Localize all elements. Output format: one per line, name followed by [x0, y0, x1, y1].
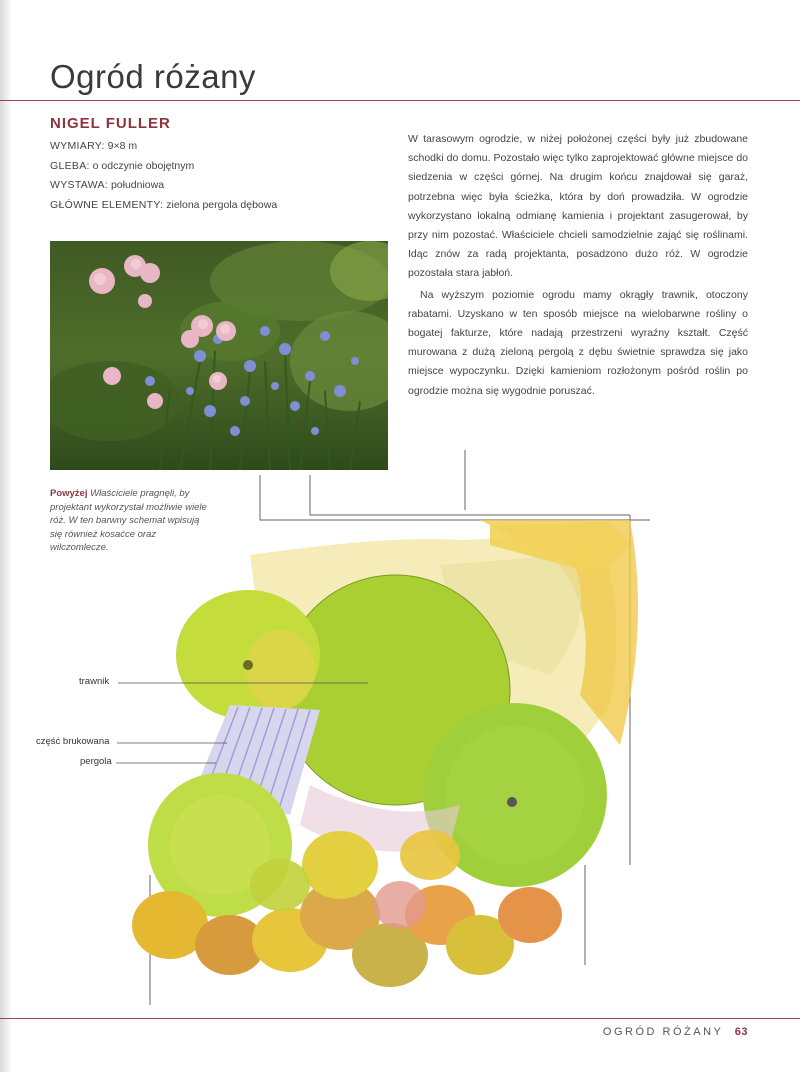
spec-exposure	[50, 176, 350, 196]
label-pergola: pergola	[80, 756, 112, 767]
garden-photo	[50, 241, 388, 470]
label-lawn: trawnik	[79, 676, 110, 687]
leader-line-paved	[117, 742, 227, 744]
spec-key: WYSTAWA:	[50, 179, 109, 191]
garden-plan-drawing	[130, 445, 770, 1035]
running-title: OGRÓD RÓŻANY	[602, 1026, 724, 1038]
spec-key: WYMIARY:	[50, 140, 105, 152]
spec-main-elements	[50, 196, 350, 216]
leader-line-lawn	[118, 682, 368, 684]
paragraph-2: Na wyższym poziomie ogrodu mamy okrągły trawnik, otoczony rabatami. Uzyskano w ten sposób miejsce na wielobarwne rośliny o bogatej fakturze, które nadają przestrzeni wyraźny kształt. Część murowana z dużą zieloną pergolą z dębu świetnie sprawdza się jako miejsce wypoczynku. Dzięki kamieniom rozłożonym pośród roślin po ogrodzie można się wygodnie poruszać.	[408, 288, 748, 397]
rose-iris-photo-illustration	[50, 241, 388, 470]
footer-rule	[0, 1018, 800, 1019]
title-rule	[0, 100, 800, 101]
spec-value: 9×8 m	[107, 140, 138, 152]
spec-value: południowa	[110, 179, 165, 191]
article-body	[408, 130, 748, 401]
page-footer	[603, 1026, 748, 1038]
spec-dimensions	[50, 137, 350, 157]
page-number: 63	[734, 1026, 748, 1038]
spec-key: GLEBA:	[50, 159, 90, 172]
garden-plan-illustration	[130, 445, 770, 1035]
leader-line-pergola	[116, 762, 216, 764]
label-paved: część brukowana	[36, 736, 110, 747]
caption-text: Właściciele pragnęli, by projektant wykorzystał możliwie wiele róż. W ten barwny schemat wpisują się również kosaćce oraz wilczomlecze.	[50, 488, 207, 553]
designer-name: NIGEL FULLER	[50, 115, 171, 132]
caption-lead: Powyżej	[50, 488, 88, 499]
paragraph-1: W tarasowym ogrodzie, w niżej położonej części były już zbudowane schodki do domu. Pozostało więc tylko zaprojektować główne miejsce do siedzenia w części górnej. Na drugim końcu znajdował się garaż, potrzebna więc była ścieżka, która by doń prowadziła. W ogrodzie wykorzystano lokalną odmianę kamienia i projektant zasugerował, by przy nim pozostać. Właściciele chcieli samodzielnie zająć się roślinami. Idąc znów za radą projektanta, posadzono dużo róż. W ogrodzie pozostała stara jabłoń.	[408, 133, 748, 280]
garden-specs	[50, 137, 350, 215]
spec-soil	[50, 157, 350, 177]
spec-value: zielona pergola dębowa	[166, 198, 278, 211]
page-binding-edge	[0, 0, 12, 1072]
page-title: Ogród różany	[50, 58, 256, 95]
spec-key: GŁÓWNE ELEMENTY:	[50, 198, 164, 211]
spec-value: o odczynie obojętnym	[92, 159, 195, 172]
